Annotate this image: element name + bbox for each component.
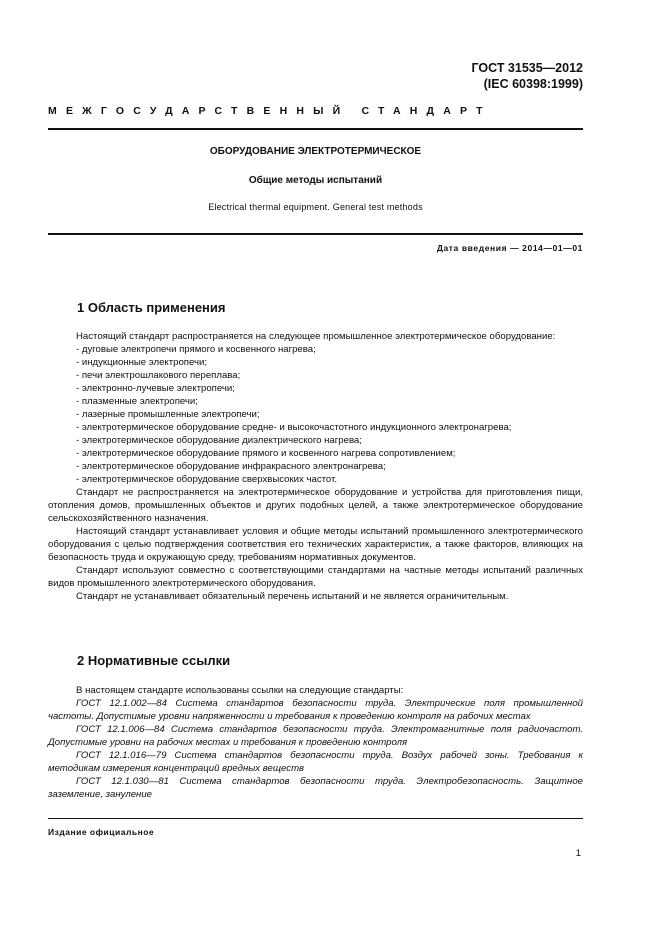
list-item: - индукционные электропечи;	[76, 357, 208, 368]
reference-item: ГОСТ 12.1.016—79 Система стандартов безопасности труда. Воздух рабочей зоны. Требования к методикам измерения концентраций вредных веществ	[48, 750, 583, 774]
introduction-date: Дата введения — 2014—01—01	[436, 243, 583, 253]
list-item: - печи электрошлакового переплава;	[76, 370, 241, 381]
list-item: - дуговые электропечи прямого и косвенного нагрева;	[76, 344, 316, 355]
section-references-body	[48, 684, 583, 801]
iec-number: (IEC 60398:1999)	[483, 77, 583, 91]
title-rule	[48, 233, 583, 235]
reference-item: ГОСТ 12.1.002—84 Система стандартов безопасности труда. Электрические поля промышленной частоты. Допустимые уровни напряженности и требования к проведению контроля на рабочих местах	[48, 698, 583, 722]
list-item: - электротермическое оборудование инфракрасного электронагрева;	[76, 461, 386, 472]
interstate-standard-label: МЕЖГОСУДАРСТВЕННЫЙ СТАНДАРТ	[48, 105, 492, 117]
page-number: 1	[575, 848, 581, 859]
header-rule	[48, 128, 583, 130]
scope-paragraph: Стандарт используют совместно с соответствующими стандартами на частные методы испытаний различных видов промышленного электротермического оборудования.	[48, 565, 583, 589]
section-heading-references: 2 Нормативные ссылки	[77, 653, 231, 668]
list-item: - электротермическое оборудование прямого и косвенного нагрева сопротивлением;	[76, 448, 456, 459]
scope-intro: Настоящий стандарт распространяется на следующее промышленное электротермическое оборудование:	[76, 331, 556, 342]
list-item: - электротермическое оборудование сверхвысоких частот.	[76, 474, 338, 485]
gost-number: ГОСТ 31535—2012	[471, 61, 583, 75]
list-item: - плазменные электропечи;	[76, 396, 198, 407]
official-edition-label: Издание официальное	[48, 827, 155, 837]
document-subtitle: Общие методы испытаний	[248, 175, 383, 186]
reference-item: ГОСТ 12.1.030—81 Система стандартов безопасности труда. Электробезопасность. Защитное заземление, зануление	[48, 776, 583, 800]
scope-paragraph: Настоящий стандарт устанавливает условия и общие методы испытаний промышленного электротермического оборудования с целью подтверждения соответствия его технических характеристик, а также факторов, влияющих на безопасность труда и окружающую среду, требованиям нормативных документов.	[48, 526, 583, 563]
document-title: ОБОРУДОВАНИЕ ЭЛЕКТРОТЕРМИЧЕСКОЕ	[209, 146, 422, 157]
section-heading-scope: 1 Область применения	[77, 300, 226, 315]
scope-paragraph: Стандарт не распространяется на электротермическое оборудование и устройства для приготовления пищи, отопления домов, промышленных объектов и других подобных целей, а также электротермическое оборудование сельскохозяйственного назначения.	[48, 487, 583, 524]
list-item: - электротермическое оборудование средне- и высокочастотного индукционного электронагрева;	[76, 422, 512, 433]
list-item: - электронно-лучевые электропечи;	[76, 383, 235, 394]
scope-paragraph: Стандарт не устанавливает обязательный перечень испытаний и не является ограничительным.	[76, 591, 509, 602]
references-intro: В настоящем стандарте использованы ссылки на следующие стандарты:	[76, 685, 404, 696]
footer-rule	[48, 818, 583, 819]
list-item: - электротермическое оборудование диэлектрического нагрева;	[76, 435, 362, 446]
section-scope-body	[48, 330, 583, 603]
standard-number-block	[471, 60, 583, 92]
list-item: - лазерные промышленные электропечи;	[76, 409, 260, 420]
reference-item: ГОСТ 12.1.006—84 Система стандартов безопасности труда. Электромагнитные поля радиочастот. Допустимые уровни на рабочих местах и требования к проведению контроля	[48, 724, 583, 748]
english-title: Electrical thermal equipment. General test methods	[208, 202, 423, 212]
